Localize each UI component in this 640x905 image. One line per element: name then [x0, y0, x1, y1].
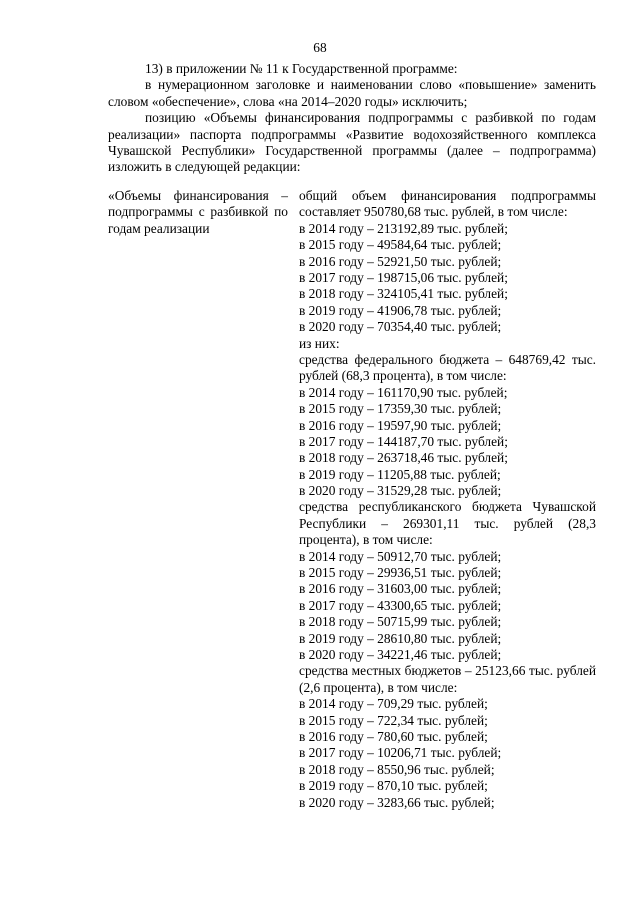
- local-budget-text: средства местных бюджетов – 25123,66 тыс. рублей (2,6 процента), в том числе:: [299, 663, 596, 695]
- total-year-2016: в 2016 году – 52921,50 тыс. рублей;: [299, 253, 502, 269]
- republic-year-2016: в 2016 году – 31603,00 тыс. рублей;: [299, 581, 502, 597]
- total-year-2018: в 2018 году – 324105,41 тыс. рублей;: [299, 286, 508, 302]
- total-year-2017: в 2017 году – 198715,06 тыс. рублей;: [299, 269, 508, 285]
- total-year-2015: в 2015 году – 49584,64 тыс. рублей;: [299, 237, 502, 253]
- federal-year-2014: в 2014 году – 161170,90 тыс. рублей;: [299, 384, 508, 400]
- local-year-2018: в 2018 году – 8550,96 тыс. рублей;: [299, 761, 495, 777]
- republic-budget-text: средства республиканского бюджета Чувашской Республики – 269301,11 тыс. рублей (28,3 процента), в том числе:: [299, 499, 596, 548]
- amendment-item-13: 13) в приложении № 11 к Государственной программе:: [145, 61, 458, 76]
- total-years-list: [299, 221, 596, 336]
- local-years-list: [299, 696, 596, 811]
- amendment-position-change: позицию «Объемы финансирования подпрограммы с разбивкой по годам реализации» паспорта подпрограммы «Развитие водохозяйственного комплекса Чувашской Республики» Государственной программы (далее – подпрограмма) изложить в следующей редакции:: [108, 110, 596, 175]
- federal-years-list: [299, 385, 596, 500]
- page-number: 68: [313, 40, 327, 55]
- total-year-2019: в 2019 году – 41906,78 тыс. рублей;: [299, 302, 502, 318]
- federal-year-2020: в 2020 году – 31529,28 тыс. рублей;: [299, 483, 502, 499]
- total-financing-text: общий объем финансирования подпрограммы составляет 950780,68 тыс. рублей, в том числе:: [299, 188, 596, 220]
- of-them-label: из них:: [299, 335, 340, 351]
- local-year-2014: в 2014 году – 709,29 тыс. рублей;: [299, 696, 488, 712]
- financing-details: [299, 188, 596, 811]
- local-year-2015: в 2015 году – 722,34 тыс. рублей;: [299, 712, 488, 728]
- local-year-2017: в 2017 году – 10206,71 тыс. рублей;: [299, 745, 502, 761]
- republic-years-list: [299, 549, 596, 664]
- amendment-title-change: в нумерационном заголовке и наименовании слово «повышение» заменить словом «обеспечение», слова «на 2014–2020 годы» исключить;: [108, 77, 596, 109]
- federal-year-2017: в 2017 году – 144187,70 тыс. рублей;: [299, 433, 508, 449]
- republic-year-2020: в 2020 году – 34221,46 тыс. рублей;: [299, 647, 502, 663]
- local-year-2016: в 2016 году – 780,60 тыс. рублей;: [299, 729, 488, 745]
- republic-year-2017: в 2017 году – 43300,65 тыс. рублей;: [299, 597, 502, 613]
- republic-year-2019: в 2019 году – 28610,80 тыс. рублей;: [299, 630, 502, 646]
- republic-year-2018: в 2018 году – 50715,99 тыс. рублей;: [299, 614, 502, 630]
- federal-year-2016: в 2016 году – 19597,90 тыс. рублей;: [299, 417, 502, 433]
- intro-section: [108, 61, 596, 176]
- federal-year-2019: в 2019 году – 11205,88 тыс. рублей;: [299, 466, 501, 482]
- local-year-2019: в 2019 году – 870,10 тыс. рублей;: [299, 778, 488, 794]
- federal-year-2015: в 2015 году – 17359,30 тыс. рублей;: [299, 401, 502, 417]
- financing-label: «Объемы финансирования – подпрограммы с разбивкой по годам реализации: [108, 188, 288, 236]
- total-year-2020: в 2020 году – 70354,40 тыс. рублей;: [299, 319, 502, 335]
- republic-year-2014: в 2014 году – 50912,70 тыс. рублей;: [299, 548, 502, 564]
- federal-year-2018: в 2018 году – 263718,46 тыс. рублей;: [299, 450, 508, 466]
- total-year-2014: в 2014 году – 213192,89 тыс. рублей;: [299, 220, 508, 236]
- local-year-2020: в 2020 году – 3283,66 тыс. рублей;: [299, 794, 495, 810]
- republic-year-2015: в 2015 году – 29936,51 тыс. рублей;: [299, 565, 502, 581]
- federal-budget-text: средства федерального бюджета – 648769,42 тыс. рублей (68,3 процента), в том числе:: [299, 351, 596, 384]
